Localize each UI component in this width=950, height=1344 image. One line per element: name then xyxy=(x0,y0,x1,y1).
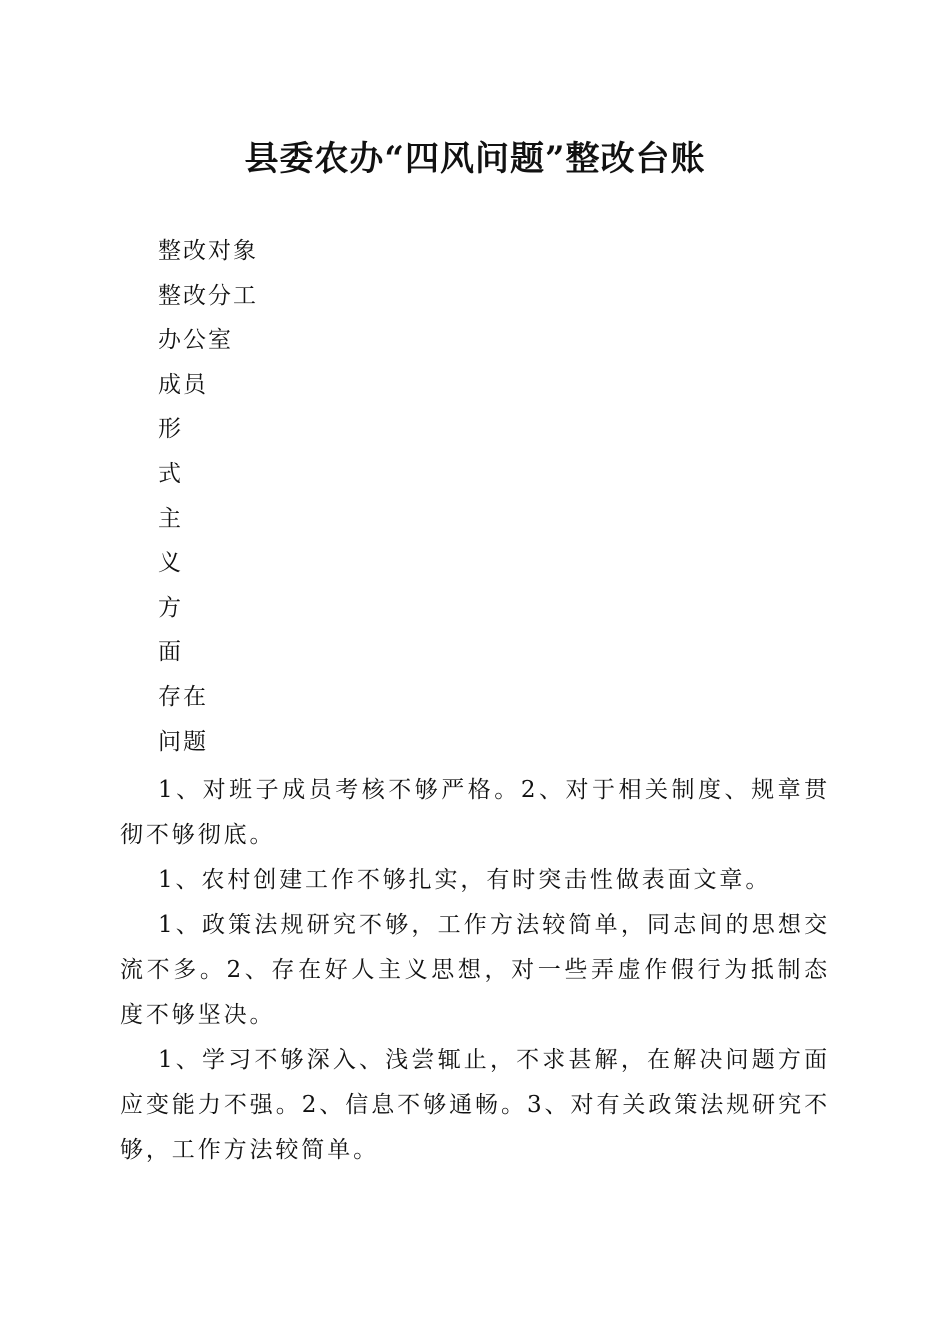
label-char: 面 xyxy=(158,639,183,666)
label-members: 成员 xyxy=(158,371,208,398)
label-char: 形 xyxy=(158,416,183,443)
label-existing: 存在 xyxy=(158,683,208,710)
label-char: 式 xyxy=(158,460,183,487)
paragraph: 1、对班子成员考核不够严格。2、对于相关制度、规章贯彻不够彻底。 xyxy=(120,777,830,848)
problem-paragraphs xyxy=(120,768,830,1173)
page-title: 县委农办“四风问题”整改台账 xyxy=(244,139,706,179)
paragraph: 1、农村创建工作不够扎实，有时突击性做表面文章。 xyxy=(158,867,772,893)
label-problems: 问题 xyxy=(158,728,208,755)
label-office: 办公室 xyxy=(158,327,233,354)
paragraph: 1、学习不够深入、浅尝辄止，不求甚解，在解决问题方面应变能力不强。2、信息不够通畅。3、对有关政策法规研究不够，工作方法较简单。 xyxy=(120,1047,830,1163)
label-rectification-target: 整改对象 xyxy=(158,238,258,264)
label-rectification-division: 整改分工 xyxy=(158,282,258,309)
label-char: 主 xyxy=(158,505,183,532)
paragraph: 1、政策法规研究不够，工作方法较简单，同志间的思想交流不多。2、存在好人主义思想，对一些弄虚作假行为抵制态度不够坚决。 xyxy=(120,912,830,1028)
label-list xyxy=(158,234,258,769)
label-char: 义 xyxy=(158,550,183,577)
label-char: 方 xyxy=(158,594,183,621)
